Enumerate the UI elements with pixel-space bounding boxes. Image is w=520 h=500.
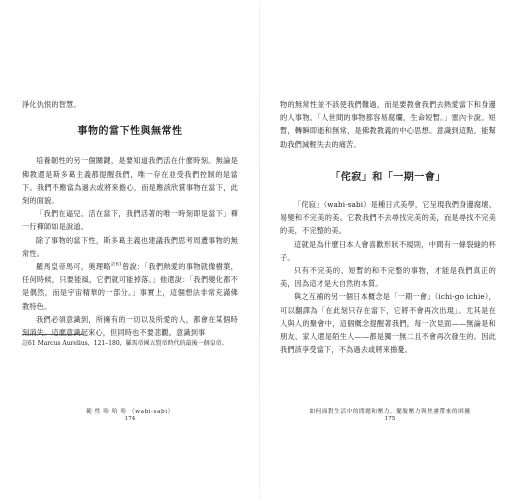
section-heading: 事物的當下性與無常性 [77, 126, 183, 138]
paragraph: 培養韌性的另一個關鍵，是要知道我們活在什麼時刻。無論是佛教還是斯多葛主義都提醒我們，唯一存在並受我們控制的是當下。我們不應當為過去或將來擔心，而是應該欣賞事物在當下，此刻的面貌。 [22, 156, 238, 206]
left-page-body [22, 98, 238, 339]
footnote-text: Marcus Aurelius，121–180，羅馬帝國五賢帝時代的最後一個皇帝。 [37, 340, 228, 347]
paragraph [22, 260, 238, 313]
running-footer: 範 性 哈 哈 哈 （wabi-sabi） [86, 409, 174, 415]
right-page [260, 0, 520, 500]
paragraph: 這就是為什麼日本人會喜歡形狀不規則，中間有一條裂縫的杯子。 [280, 239, 496, 262]
left-opening-line: 淨化仇恨的智慧。 [22, 100, 81, 109]
paragraph: 只有不完美的、短暫的和不完整的事物，才能是我們真正的美，因為這才是大自然的本質。 [280, 266, 496, 289]
page-number: 174 [124, 416, 136, 422]
section-heading: 「侘寂」和「一期一會」 [330, 171, 446, 183]
page-number: 175 [384, 416, 396, 422]
paragraph-text: 曾說：「我們熱愛的事物就像樹葉，任何時候，只要能風，它們就可能掉落。」他還說：「我們變化都不是偶然，而是宇宙精華的一部分。」事實上，這個想法非常充滿佛教特色。 [22, 262, 238, 311]
footnote-divider [22, 334, 84, 335]
paragraph: 我們必須意識到，所擁有的一切以及所愛的人，都會在某個時刻消失。這麼意識起來心，但同時也不要悲觀。意識到事 [22, 314, 238, 338]
paragraph: 「我們在逼兒、活在當下，我們活著的唯一時刻即是當下」禪一行禪師如是說道。 [22, 209, 238, 232]
running-footer: 如何面對生活中的問題和壓力，擺脫壓力與焦慮帶來的困擾 [309, 409, 471, 415]
footnote [22, 339, 238, 348]
paragraph: 物的無常性並不該使我們難過，而是要教會我們去熱愛當下和身邊的人事物。「人世間的事物都容易腐爛，生命短暫。」塞內卡說。短暫，轉瞬即逝和無常，是佛教教義的中心思想。意識到這點，能幫助我們減輕失去的痛苦。 [280, 100, 496, 149]
footnote-reference: 註61 [110, 262, 122, 268]
paragraph: 與之互補的另一個日本概念是「一期一會」（ichi-go ichie），可以翻譯為「在此刻只存在當下，它將不會再次出現」。尤其是在人與人的聚會中，這個概念提醒著我們，每一次見面——無論是和朋友、家人還是陌生人——都是獨一無二且不會再次發生的。因此我們該享受當下，不為過去或將來擔憂。 [280, 292, 496, 355]
paragraph-text: 羅馬皇帝馬可，奧理略 [36, 262, 111, 272]
right-page-body [280, 98, 496, 356]
paragraph: 除了事物的當下性，斯多葛主義也建議我們思考周遭事物的無常性。 [22, 235, 238, 258]
paragraph: 「侘寂」（wabi-sabi）是種日式美學，它呈現我們身邊腐壞、易變和不完美的美。它教我們不去尋找完美的美，而是尋找不完美的美，不完整的美。 [280, 200, 496, 236]
footnote-mark: 註61 [22, 340, 36, 347]
